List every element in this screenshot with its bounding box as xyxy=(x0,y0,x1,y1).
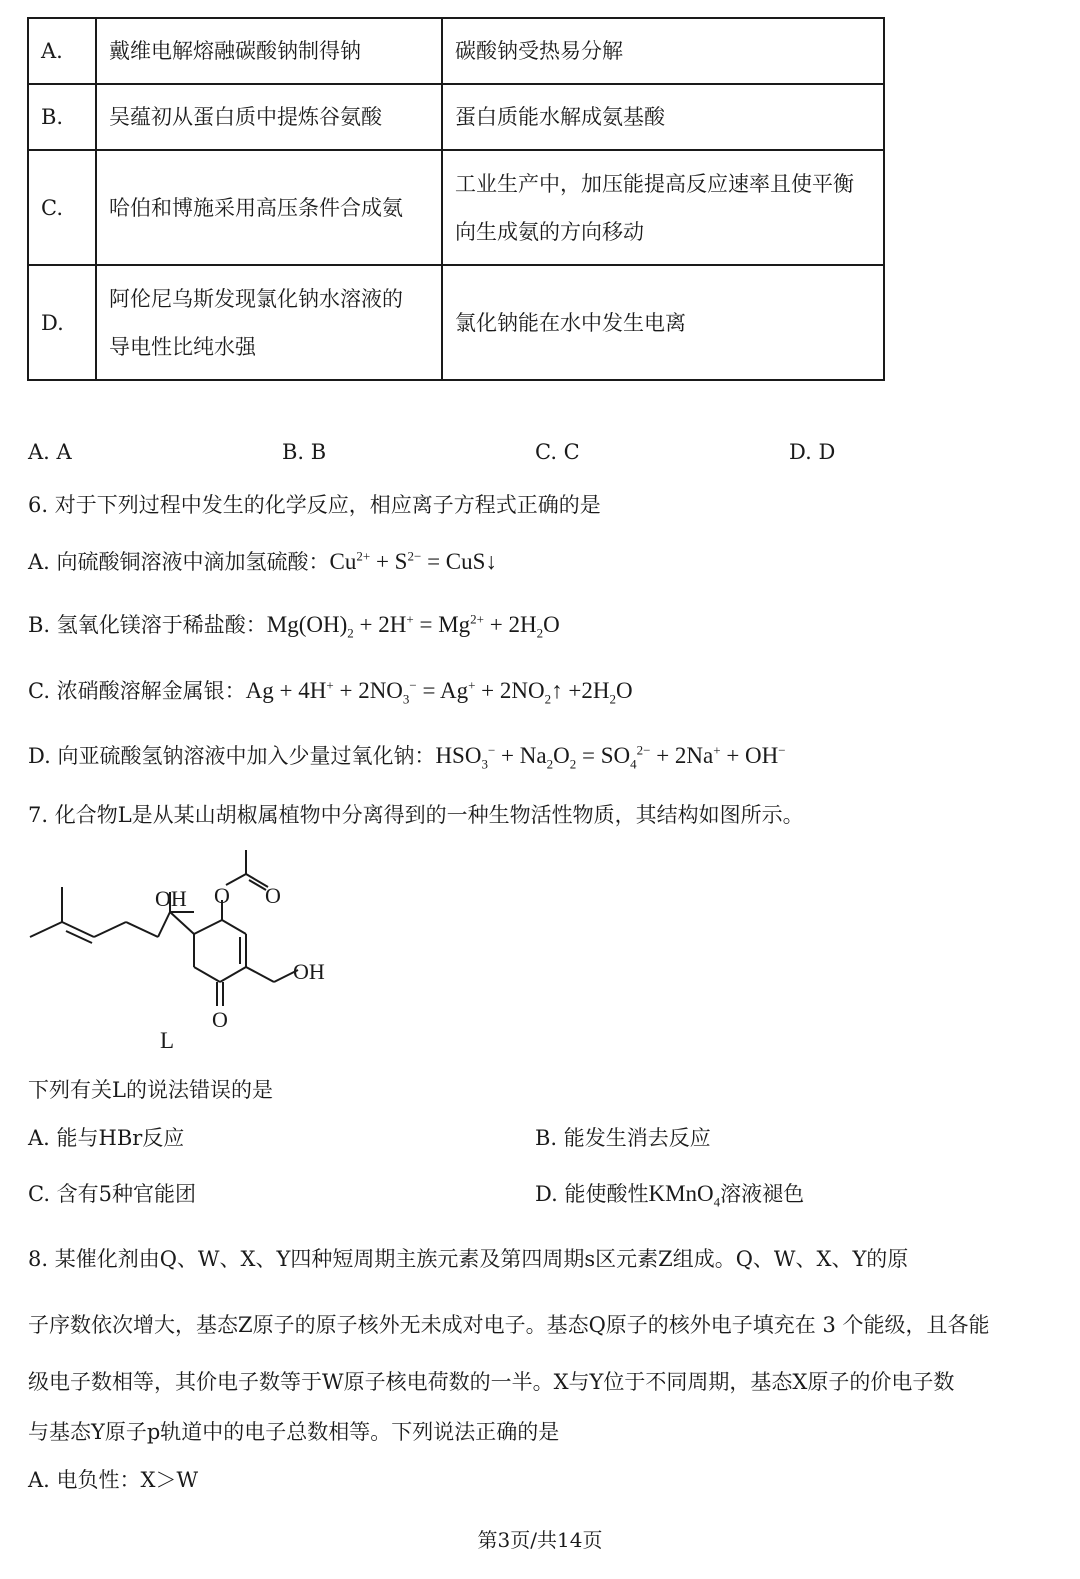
q7-stem: 7. 化合物L是从某山胡椒属植物中分离得到的一种生物活性物质，其结构如图所示。 xyxy=(28,803,804,827)
discovery-cell: 哈伯和博施采用高压条件合成氨 xyxy=(96,150,442,265)
option-text: D. 向亚硫酸氢钠溶液中加入少量过氧化钠： xyxy=(28,744,436,768)
hydroxyl-label: OH xyxy=(155,886,187,911)
q8-line: 子序数依次增大，基态Z原子的原子核外无未成对电子。基态Q原子的核外电子填充在 3 个能级，且各能 xyxy=(28,1313,990,1337)
skeletal-bonds xyxy=(30,850,298,1006)
explanation-cell: 碳酸钠受热易分解 xyxy=(442,18,884,84)
table-row xyxy=(28,18,884,84)
q7-option-d xyxy=(535,1178,804,1211)
hydroxyl-label: OH xyxy=(293,959,325,984)
q8-line: 级电子数相等，其价电子数等于W原子核电荷数的一半。X与Y位于不同周期，基态X原子的价电子数 xyxy=(28,1370,955,1394)
formula: KMnO$_4$ xyxy=(648,1181,721,1210)
row-letter: B. xyxy=(28,84,96,150)
q5-option-a: A. A xyxy=(28,440,72,464)
ion-equation: $Cu^{2+} + S^{2-}$ = CuS↓ xyxy=(329,548,497,574)
q7-option-c: C. 含有5种官能团 xyxy=(28,1182,197,1206)
option-text: D. 能使酸性 xyxy=(535,1182,649,1206)
ion-equation: $HSO_3^- + Na_2O_2 = SO_4^{2-} + 2Na^+ + OH^-$ xyxy=(435,742,786,772)
option-text: 溶液褪色 xyxy=(720,1182,805,1206)
option-text: A. 向硫酸铜溶液中滴加氢硫酸： xyxy=(28,550,330,574)
ion-equation: $Ag + 4H^+ + 2NO_3^- = Ag^+$ + $2NO_2↑ +2H_2O$ xyxy=(245,677,633,707)
q5-option-b: B. B xyxy=(282,440,327,464)
q5-table xyxy=(27,17,885,381)
discovery-line: 导电性比纯水强 xyxy=(109,334,256,359)
q5-option-d: D. D xyxy=(789,440,836,464)
q6-option-b xyxy=(28,609,560,642)
structure-diagram-L xyxy=(22,842,342,1057)
carbonyl-oxygen-label: O xyxy=(265,883,281,908)
option-text: B. 氢氧化镁溶于稀盐酸： xyxy=(28,613,267,637)
table-row xyxy=(28,84,884,150)
discovery-cell: 戴维电解熔融碳酸钠制得钠 xyxy=(96,18,442,84)
q6-option-d xyxy=(28,740,786,773)
discovery-cell: 吴蕴初从蛋白质中提炼谷氨酸 xyxy=(96,84,442,150)
q6-stem: 6. 对于下列过程中发生的化学反应，相应离子方程式正确的是 xyxy=(28,493,601,517)
table-row xyxy=(28,150,884,265)
page-footer: 第3页/共14页 xyxy=(477,1528,603,1552)
explanation-cell: 氯化钠能在水中发生电离 xyxy=(442,265,884,380)
q6-option-c xyxy=(28,675,633,708)
q7-question: 下列有关L的说法错误的是 xyxy=(28,1078,273,1102)
discovery-line: 阿伦尼乌斯发现氯化钠水溶液的 xyxy=(109,286,403,311)
row-letter: D. xyxy=(28,265,96,380)
row-letter: C. xyxy=(28,150,96,265)
ion-equation: $Mg(OH)_2 + 2H^+ = Mg^{2+} + 2H_2O$ xyxy=(266,611,560,641)
explanation-line: 工业生产中，加压能提高反应速率且使平衡 xyxy=(455,171,854,196)
row-letter: A. xyxy=(28,18,96,84)
q6-option-a xyxy=(28,546,497,576)
ester-oxygen-label: O xyxy=(214,883,230,908)
table-row xyxy=(28,265,884,380)
explanation-cell: 蛋白质能水解成氨基酸 xyxy=(442,84,884,150)
ketone-oxygen-label: O xyxy=(212,1007,228,1032)
q8-line: 8. 某催化剂由Q、W、X、Y四种短周期主族元素及第四周期s区元素Z组成。Q、W、X、Y的原 xyxy=(28,1247,909,1271)
q5-option-c: C. C xyxy=(535,440,580,464)
q7-option-b: B. 能发生消去反应 xyxy=(535,1126,711,1150)
explanation-cell xyxy=(442,150,884,265)
compound-label: L xyxy=(160,1028,175,1053)
discovery-cell xyxy=(96,265,442,380)
explanation-line: 向生成氨的方向移动 xyxy=(455,219,644,244)
q8-option-a: A. 电负性：X＞W xyxy=(28,1468,199,1492)
option-text: C. 浓硝酸溶解金属银： xyxy=(28,679,246,703)
q7-option-a: A. 能与HBr反应 xyxy=(28,1126,185,1150)
q8-line: 与基态Y原子p轨道中的电子总数相等。下列说法正确的是 xyxy=(28,1420,560,1444)
